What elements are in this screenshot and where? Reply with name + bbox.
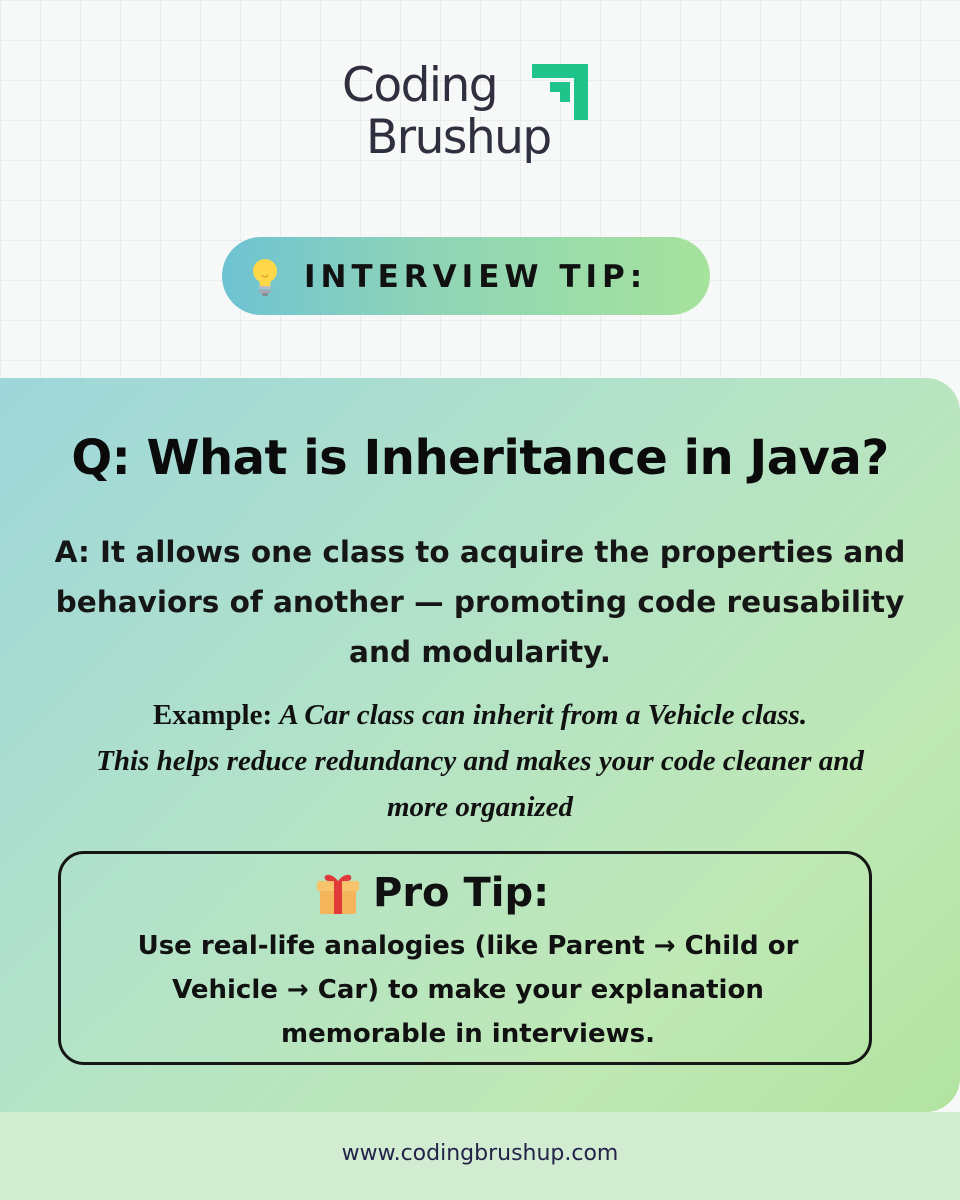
brand-name-line1: Coding	[342, 58, 498, 113]
lightbulb-icon	[250, 257, 280, 297]
answer-line: and modularity.	[349, 635, 611, 669]
gift-icon	[315, 870, 361, 916]
question-heading: Q: What is Inheritance in Java?	[71, 430, 889, 486]
interview-tip-badge	[222, 237, 710, 315]
pro-tip-header	[315, 868, 549, 918]
answer-text	[0, 527, 960, 677]
badge-label: INTERVIEW TIP:	[304, 259, 648, 295]
example-line-2: This helps reduce redundancy and makes your code cleaner and	[96, 745, 864, 777]
pro-tip-line: memorable in interviews.	[281, 1019, 655, 1049]
brand-name-line2: Brushup	[366, 110, 551, 165]
answer-line: A: It allows one class to acquire the properties and	[54, 535, 906, 569]
pro-tip-title: Pro Tip:	[373, 870, 550, 916]
example-line-1	[0, 692, 960, 738]
example-line-3: more organized	[386, 791, 574, 823]
answer-line: behaviors of another — promoting code reusability	[55, 585, 905, 619]
website-url: www.codingbrushup.com	[341, 1141, 619, 1166]
example-label: Example:	[152, 699, 273, 731]
example-sentence: A Car class can inherit from a Vehicle class.	[279, 699, 808, 731]
example-text	[0, 692, 960, 830]
pro-tip-line: Vehicle → Car) to make your explanation	[172, 975, 764, 1005]
pro-tip-box	[58, 851, 872, 1065]
brand-logo	[342, 58, 602, 168]
pro-tip-line: Use real-life analogies (like Parent → Child or	[137, 931, 799, 961]
pro-tip-body	[61, 924, 875, 1056]
